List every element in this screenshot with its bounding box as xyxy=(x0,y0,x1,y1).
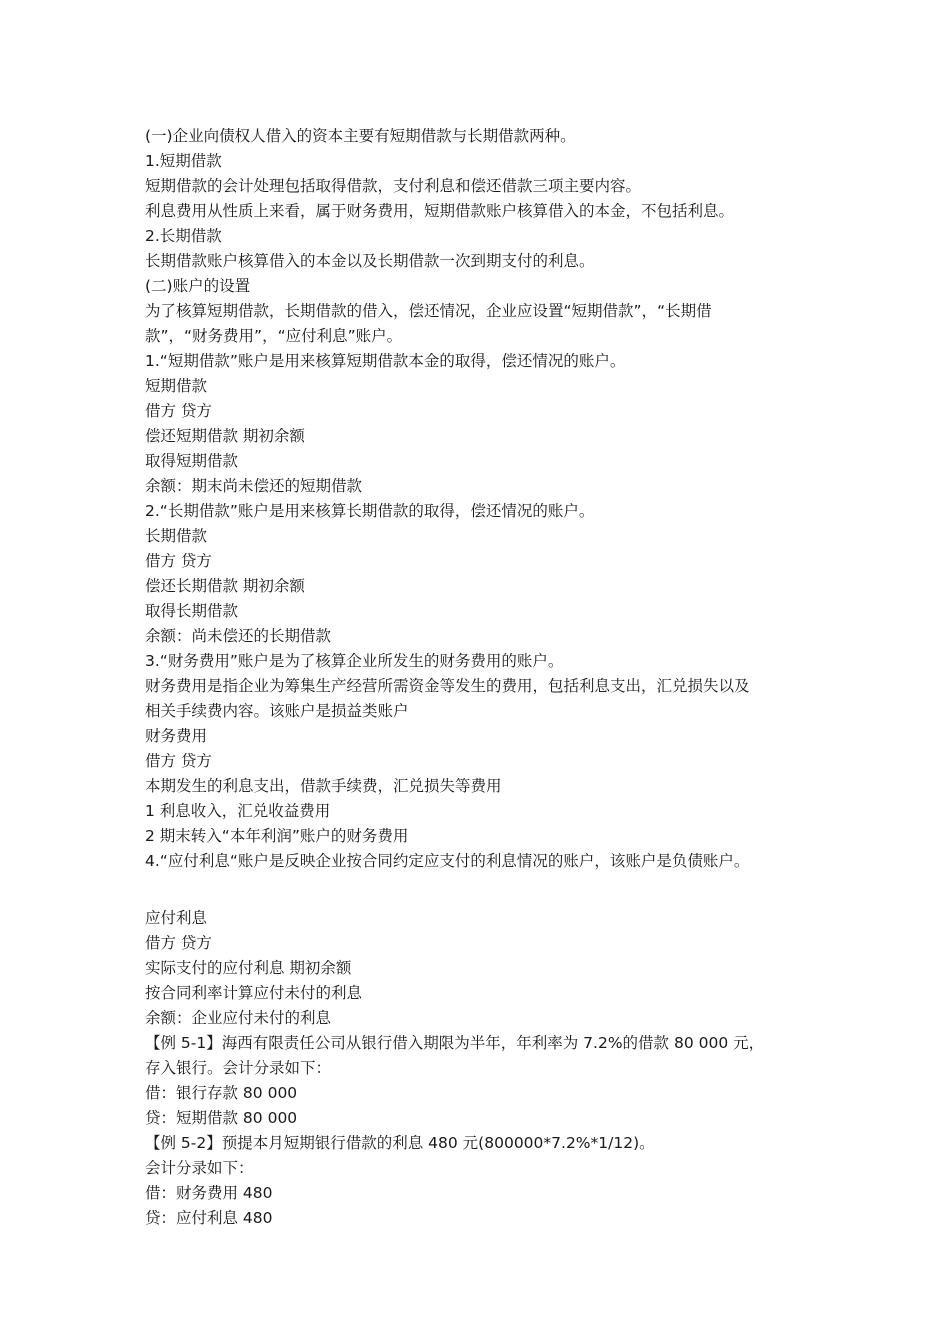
journal-entry-debit: 借：银行存款 80 000 xyxy=(145,1084,298,1102)
account-balance: 余额：企业应付未付的利息 xyxy=(145,1009,332,1027)
text-line: 财务费用是指企业为筹集生产经营所需资金等发生的费用，包括利息支出，汇兑损失以及 xyxy=(145,677,750,695)
spacer xyxy=(145,899,815,906)
text-line: 2.“长期借款”账户是用来核算长期借款的取得，偿还情况的账户。 xyxy=(145,502,595,520)
section-heading: (二)账户的设置 xyxy=(145,277,251,295)
document-body xyxy=(145,124,815,1231)
account-row: 实际支付的应付利息 期初余额 xyxy=(145,959,352,977)
account-row: 本期发生的利息支出，借款手续费，汇兑损失等费用 xyxy=(145,777,502,795)
account-row: 取得短期借款 xyxy=(145,452,239,470)
account-row: 偿还短期借款 期初余额 xyxy=(145,427,305,445)
account-row: 2 期末转入“本年利润”账户的财务费用 xyxy=(145,827,409,845)
text-line: 为了核算短期借款，长期借款的借入，偿还情况，企业应设置“短期借款”，“长期借 xyxy=(145,302,712,320)
account-title: 财务费用 xyxy=(145,727,208,745)
text-line: 4.“应付利息“账户是反映企业按合同约定应支付的利息情况的账户，该账户是负债账户。 xyxy=(145,852,750,870)
text-line: 存入银行。会计分录如下： xyxy=(145,1059,332,1077)
blank-line xyxy=(145,874,815,899)
journal-entry-credit: 贷：短期借款 80 000 xyxy=(145,1109,298,1127)
section-heading: 2.长期借款 xyxy=(145,227,222,245)
account-balance: 余额：尚未偿还的长期借款 xyxy=(145,627,332,645)
account-row: 偿还长期借款 期初余额 xyxy=(145,577,305,595)
section-heading: 1.短期借款 xyxy=(145,152,222,170)
text-line: 利息费用从性质上来看，属于财务费用，短期借款账户核算借入的本金，不包括利息。 xyxy=(145,202,735,220)
account-sides: 借方 贷方 xyxy=(145,752,212,770)
account-title: 应付利息 xyxy=(145,909,208,927)
text-line: 款”，“财务费用”，“应付利息”账户。 xyxy=(145,327,403,345)
text-line: 长期借款账户核算借入的本金以及长期借款一次到期支付的利息。 xyxy=(145,252,595,270)
account-sides: 借方 贷方 xyxy=(145,402,212,420)
account-title: 长期借款 xyxy=(145,527,208,545)
example-heading: 【例 5-1】海西有限责任公司从银行借入期限为半年，年利率为 7.2%的借款 80 000 元， xyxy=(145,1034,765,1052)
text-line: 相关手续费内容。该账户是损益类账户 xyxy=(145,702,409,720)
text-line: 会计分录如下： xyxy=(145,1159,254,1177)
account-title: 短期借款 xyxy=(145,377,208,395)
account-balance: 余额：期末尚未偿还的短期借款 xyxy=(145,477,363,495)
text-line: 3.“财务费用”账户是为了核算企业所发生的财务费用的账户。 xyxy=(145,652,564,670)
account-row: 取得长期借款 xyxy=(145,602,239,620)
account-row: 1 利息收入，汇兑收益费用 xyxy=(145,802,331,820)
account-row: 按合同利率计算应付未付的利息 xyxy=(145,984,363,1002)
account-sides: 借方 贷方 xyxy=(145,934,212,952)
account-sides: 借方 贷方 xyxy=(145,552,212,570)
journal-entry-credit: 贷：应付利息 480 xyxy=(145,1209,273,1227)
text-line: (一)企业向债权人借入的资本主要有短期借款与长期借款两种。 xyxy=(145,127,576,145)
text-line: 短期借款的会计处理包括取得借款，支付利息和偿还借款三项主要内容。 xyxy=(145,177,642,195)
text-line: 1.“短期借款”账户是用来核算短期借款本金的取得，偿还情况的账户。 xyxy=(145,352,626,370)
journal-entry-debit: 借：财务费用 480 xyxy=(145,1184,273,1202)
example-heading: 【例 5-2】预提本月短期银行借款的利息 480 元(800000*7.2%*1/12)。 xyxy=(145,1134,655,1152)
